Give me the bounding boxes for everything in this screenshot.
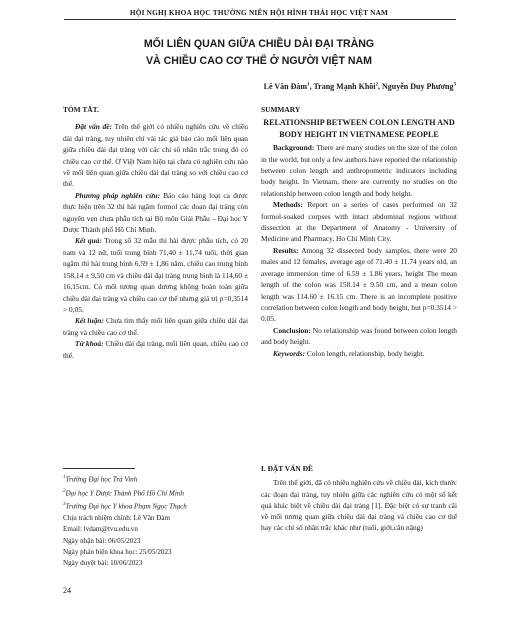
- summary-paragraph: [261, 348, 457, 359]
- footnote-rule: [63, 468, 135, 469]
- paragraph-lead: Methods:: [273, 200, 303, 210]
- responsible-author: Chịu trách nhiệm chính: Lê Văn Đàm: [63, 513, 171, 522]
- abstract-paragraph: [63, 315, 248, 338]
- footnote-mark: 3: [63, 502, 66, 508]
- summary-paragraph: [261, 142, 457, 199]
- abstract-english: [261, 104, 457, 359]
- paragraph-text: Colon length, relationship, body height.: [305, 348, 425, 358]
- author-separator: ,: [378, 82, 383, 91]
- author-name: Trang Mạnh Khôi: [313, 82, 376, 91]
- abstract-vietnamese: [63, 104, 248, 361]
- paragraph-lead: Từ khoá:: [75, 339, 104, 349]
- author-affiliation-mark: 3: [453, 82, 456, 88]
- summary-paragraph: [261, 245, 457, 325]
- introduction-section: [261, 463, 457, 534]
- section-paragraph: Trên thế giới, đã có nhiều nghiên cứu về chiều dài, kích thước các đoạn đại tràng, tuy nhiên giữa các nghiên cứu có một số kết quả khác biệt về chiều dài đại tràng [1]. Đặc biệt có sự tranh cãi về mối tương quan giữa chiều dài đại tràng và chiều cao cơ thể hay các chỉ số nhân trắc khác như (tuổi, giới,cân nặng): [261, 478, 457, 533]
- author-affiliation-mark: 2: [375, 82, 379, 88]
- paragraph-lead: Kết quả:: [75, 236, 102, 246]
- paper-title: [40, 36, 478, 70]
- paragraph-text: Among 32 dissected body samples, there were 20 males and 12 females, average age of 71.40 ± 11.74 years old, an average immersion time of 6.59 ± 1.86 years, height The mean length of the colon was 158.14 ± 9.50 cm, and a mean colon length was 114.60 ± 16.15 cm. There is an incomplete positive correlation between colon length and body height, but p=0.3514 > 0.05.: [261, 245, 457, 324]
- abstract-paragraph: [63, 338, 248, 361]
- accepted-date: Ngày duyệt bài: 10/06/2023: [63, 559, 143, 568]
- footnote-mark: 1: [63, 475, 66, 480]
- paragraph-text: Báo cáo hàng loạt ca được thực hiện trên 32 thi hài ngâm formol các đoạn đại tràng còn nguyên vẹn chưa phẫu tích tại Bộ môn Giải Phẫu – Đại học Y Dược Thành phố Hồ Chí Minh.: [63, 190, 248, 235]
- author-affiliation-mark: 1: [307, 82, 310, 88]
- paragraph-lead: Kết luận:: [75, 316, 104, 326]
- abstract-paragraph: [63, 190, 248, 236]
- paragraph-text: Chưa tìm thấy mối liên quan giữa chiều dài đại tràng và chiều cao cơ thể.: [63, 316, 248, 337]
- contact-email: Email: lvdam@tvu.edu.vn: [63, 525, 138, 534]
- running-header: HỘI NGHỊ KHOA HỌC THƯỜNG NIÊN HỘI HÌNH THÁI HỌC VIỆT NAM: [129, 8, 389, 17]
- section-heading: I. ĐẶT VẤN ĐỀ: [261, 464, 313, 473]
- summary-paragraph: [261, 325, 457, 348]
- page-number: 24: [63, 586, 71, 595]
- author-list: [190, 82, 456, 91]
- footnotes: [63, 472, 253, 569]
- author-name: Nguyễn Duy Phương: [382, 82, 454, 91]
- paragraph-text: Trong số 32 mẫu thi hài được phẫu tích, có 20 nam và 12 nữ, tuổi trung bình 71,40 ± 11,74 tuổi, thời gian ngâm thi hài trung bình 6,59 ± 1,86 năm, chiều cao trung bình 158,14 ± 9,50 cm và chiều dài đại tràng trung bình là 114,60 ± 16,15cm. Có mối tương quan dương không hoàn toàn giữa chiều dài đại tràng và chiều cao cơ thể nhưng giá trị p=0,3514 > 0,05.: [63, 236, 248, 314]
- title-line-2: VÀ CHIỀU CAO CƠ THỂ Ở NGƯỜI VIỆT NAM: [145, 55, 372, 67]
- paragraph-lead: Phương pháp nghiên cứu:: [75, 190, 161, 200]
- paragraph-text: Trên thế giới có nhiều nghiên cứu về chiều dài đại tràng, tuy nhiên chỉ vài tác giả báo cáo mối liên quan giữa chiều dài đại tràng với các chỉ số nhân trắc trong đó có chiều cao cơ thể. Ở Việt Nam hiện tại chưa có nghiên cứu nào về mối liên quan giữa chiều dài đại tràng so với chiều cao cơ thể.: [63, 122, 248, 189]
- abstract-paragraph: [63, 235, 248, 315]
- author-name: Lê Văn Đàm: [263, 82, 308, 91]
- footnote-text: Đại học Y Dược Thành Phố Hồ Chí Minh: [65, 489, 184, 498]
- footnote-text: Trường Đại học Y khoa Phạm Ngọc Thạch: [65, 502, 187, 511]
- paragraph-lead: Background:: [273, 143, 315, 153]
- summary-paragraph: [261, 199, 457, 245]
- paragraph-text: No relationship was found between colon length and body height.: [261, 325, 457, 347]
- paragraph-text: There are many studies on the size of the colon in the world, but only a few authors have reported the relationship between colon length and anthropometric indicators including body height. In Vietnam, there are currently no studies on the relationship between colon length and body height.: [261, 143, 457, 198]
- paragraph-lead: Keywords:: [273, 348, 306, 358]
- author-separator: ,: [309, 82, 314, 91]
- affiliation-footnote: [63, 472, 253, 486]
- paragraph-text: Chiều dài đại tràng, mối liên quan, chiều cao cơ thể.: [63, 339, 248, 360]
- english-title: RELATIONSHIP BETWEEN COLON LENGTH AND BODY HEIGHT IN VIETNAMESE PEOPLE: [263, 118, 455, 139]
- reviewed-date: Ngày phản biện khoa học: 25/05/2023: [63, 547, 172, 556]
- abstract-heading: TÓM TẮT.: [63, 105, 99, 114]
- summary-heading: SUMMARY: [261, 105, 301, 114]
- received-date: Ngày nhận bài: 06/05/2023: [63, 536, 141, 545]
- abstract-paragraph: [63, 121, 248, 189]
- paragraph-lead: Results:: [273, 245, 299, 255]
- header-rule: [64, 19, 456, 20]
- title-line-1: MỐI LIÊN QUAN GIỮA CHIỀU DÀI ĐẠI TRÀNG: [143, 38, 375, 50]
- paragraph-lead: Đặt vấn đề:: [75, 122, 112, 132]
- footnote-mark: 2: [63, 488, 66, 494]
- paragraph-text: Report on a series of cases performed on 32 formol-soaked corpses with intact abdominal regions without dissection at the Department of Anatomy - University of Medicine and Pharmacy, Ho Chi Minh City.: [261, 200, 457, 244]
- paragraph-lead: Conclusion:: [273, 325, 311, 335]
- affiliation-footnote: [63, 486, 253, 500]
- footnote-text: Trường Đại học Trà Vinh: [65, 475, 138, 484]
- affiliation-footnote: [63, 499, 253, 513]
